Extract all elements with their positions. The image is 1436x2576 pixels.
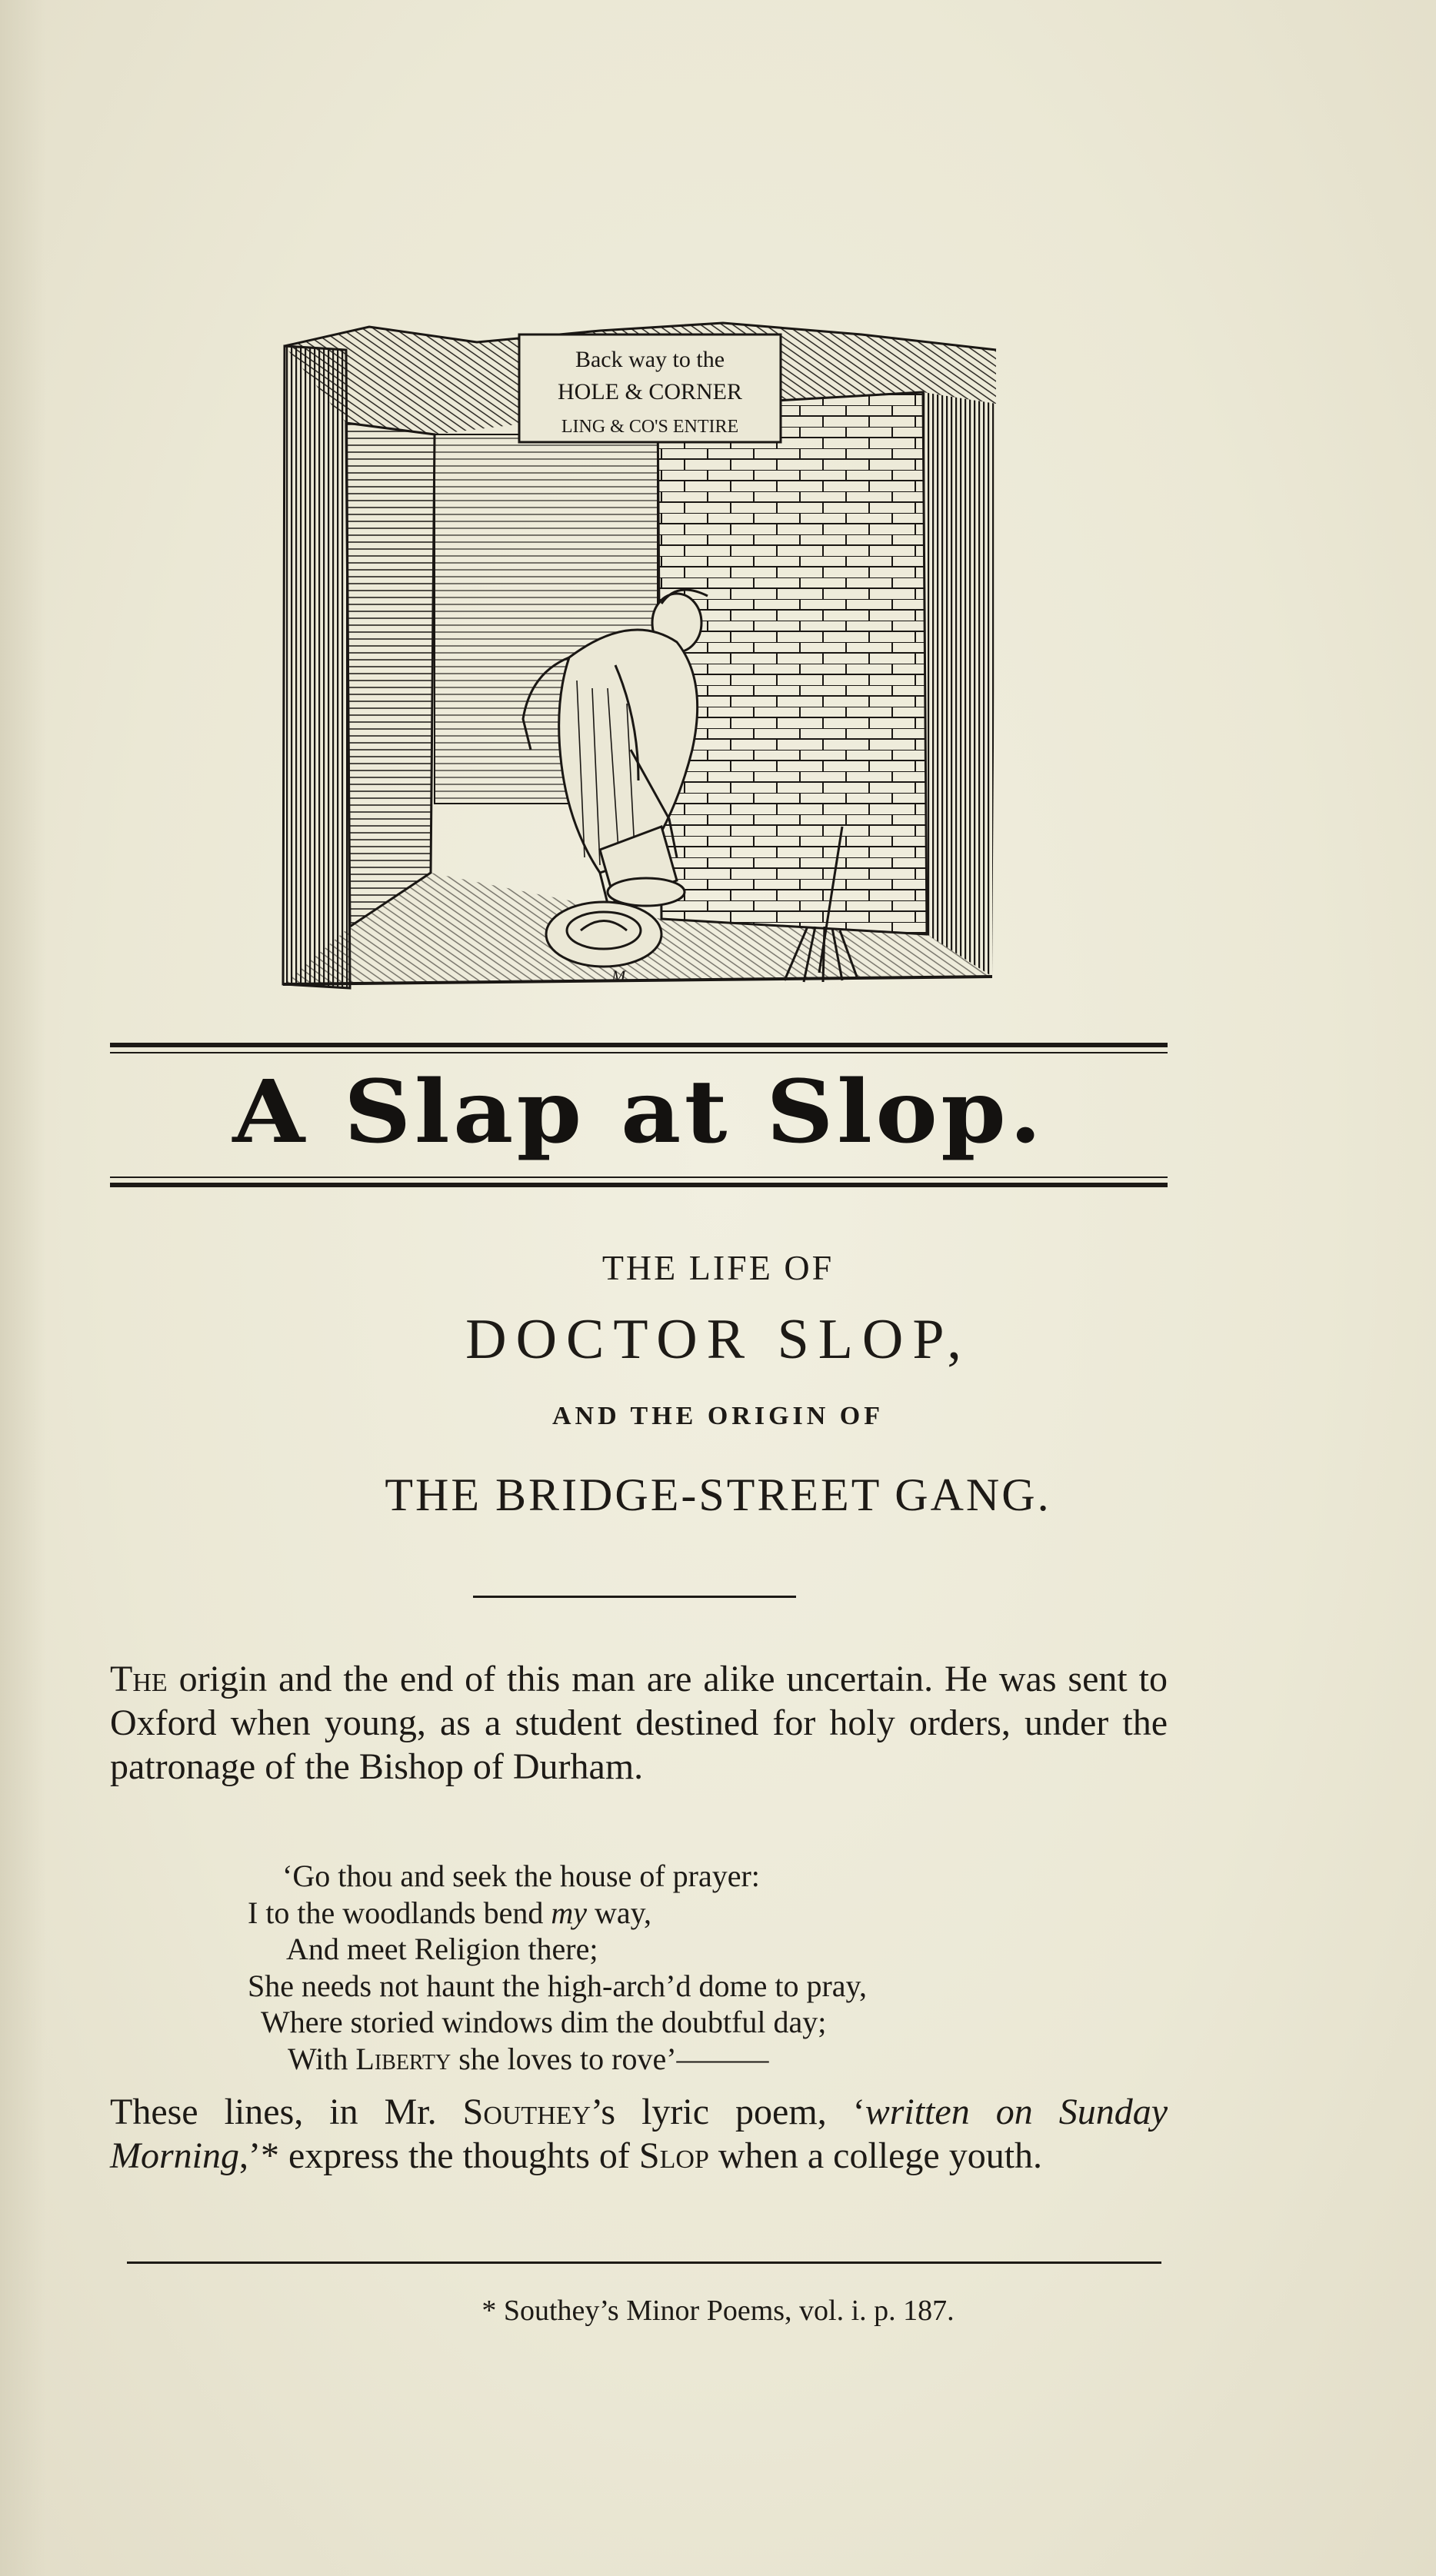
- commentary-text-1: These lines, in Mr.: [110, 2092, 463, 2132]
- poem-line-6-start: With: [288, 2041, 356, 2076]
- poem-line-6-liberty: Liberty: [355, 2041, 451, 2076]
- poem-line-2: [248, 1895, 867, 1932]
- footnote-rule: [127, 2261, 1161, 2264]
- commentary-text-4: when a college youth.: [708, 2135, 1043, 2176]
- heading-life-of: THE LIFE OF: [601, 1248, 835, 1287]
- commentary-paragraph: [110, 2090, 1168, 2178]
- page-title: A Slap at Slop.: [232, 1062, 1045, 1163]
- poem-line-4: She needs not haunt the high-arch’d dome to pray,: [248, 1968, 867, 2003]
- artist-monogram: M: [611, 967, 626, 986]
- heading-origin-of: AND THE ORIGIN OF: [551, 1402, 885, 1430]
- poem-line-1: ‘Go thou and seek the house of prayer:: [282, 1859, 760, 1893]
- section-divider: [473, 1596, 796, 1598]
- opening-paragraph: [110, 1657, 1168, 1789]
- poem-title-reference: written on Sunday Morning: [110, 2092, 1168, 2176]
- woodcut-illustration: [277, 319, 1008, 1000]
- opening-word: The: [110, 1659, 168, 1699]
- title-rule-top-thin: [110, 1052, 1168, 1053]
- title-rule-top-thick: [110, 1043, 1168, 1047]
- sign-line-1: Back way to the: [575, 347, 725, 372]
- commentary-text-3: ,’* express the thoughts of: [239, 2135, 639, 2176]
- sign-line-2: HOLE & CORNER: [558, 379, 742, 404]
- poem-line-5: Where storied windows dim the doubtful day;: [261, 2005, 827, 2039]
- quoted-poem: [248, 1858, 867, 2077]
- poem-line-2-start: I to the woodlands bend: [248, 1895, 551, 1930]
- poem-line-2-end: way,: [587, 1895, 652, 1930]
- heading-doctor-slop: DOCTOR SLOP,: [465, 1308, 971, 1371]
- name-slop: Slop: [638, 2135, 709, 2176]
- poem-line-6: [248, 2041, 867, 2078]
- title-rule-bottom-thin: [110, 1177, 1168, 1178]
- sign-line-3: LING & CO'S ENTIRE: [561, 417, 739, 437]
- author-name-southey: Southey: [462, 2092, 591, 2132]
- title-rule-bottom-thick: [110, 1183, 1168, 1187]
- opening-paragraph-text: origin and the end of this man are alike uncertain. He was sent to Oxford when young, as a student destined for holy orders, under the patronage of the Bishop of Durham.: [110, 1659, 1168, 1787]
- footnote: * Southey’s Minor Poems, vol. i. p. 187.: [481, 2295, 955, 2327]
- poem-line-2-emphasis: my: [551, 1895, 588, 1930]
- poem-line-6-end: she loves to rove’———: [451, 2041, 769, 2076]
- poem-line-3: And meet Religion there;: [286, 1932, 598, 1966]
- page-gutter-shadow: [0, 0, 46, 2576]
- commentary-text-2: ’s lyric poem, ‘: [591, 2092, 865, 2132]
- heading-bridge-street-gang: THE BRIDGE-STREET GANG.: [385, 1469, 1051, 1520]
